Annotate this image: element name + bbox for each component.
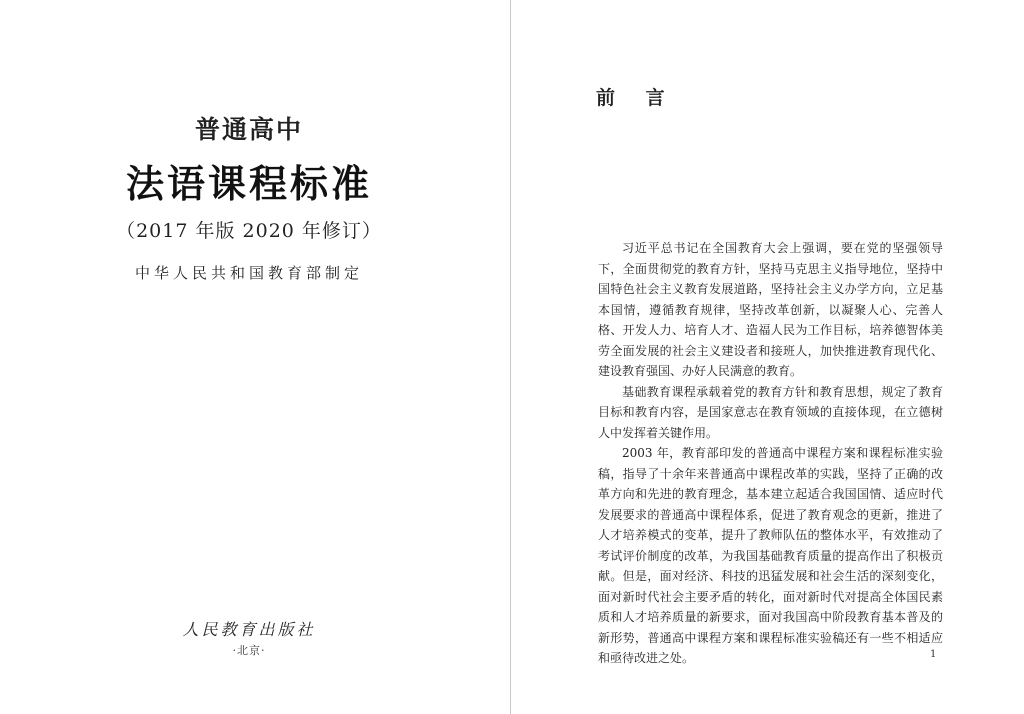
- title-page: [0, 0, 510, 714]
- issuer: 中华人民共和国教育部制定: [134, 264, 363, 282]
- main-title: 法语课程标准: [125, 161, 372, 206]
- page-number: 1: [930, 649, 937, 660]
- preface-heading: 前 言: [596, 87, 677, 109]
- preface-paragraph: 习近平总书记在全国教育大会上强调，要在党的坚强领导下，全面贯彻党的教育方针，坚持马克思主义指导地位，坚持中国特色社会主义教育发展道路，坚持社会主义办学方向，立足基本国情，遵循教育规律，坚持改革创新，以凝聚人心、完善人格、开发人力、培育人才、造福人民为工作目标，培养德智体美劳全面发展的社会主义建设者和接班人，加快推进教育现代化、建设教育强国、办好人民满意的教育。: [598, 241, 943, 378]
- preface-body: [598, 238, 943, 669]
- publisher-logo: 人民教育出版社: [182, 620, 316, 639]
- preface-paragraph: 2003 年，教育部印发的普通高中课程方案和课程标准实验稿，指导了十余年来普通高中课程改革的实践，坚持了正确的改革方向和先进的教育理念，基本建立起适合我国国情、适应时代发展要求的普通高中课程体系，促进了教育观念的更新，推进了人才培养模式的变革，提升了教师队伍的整体水平，有效推动了考试评价制度的改革，为我国基础教育质量的提高作出了积极贡献。但是，面对经济、科技的迅猛发展和社会生活的深刻变化，面对新时代社会主要矛盾的转化，面对新时代对提高全体国民素质和人才培养质量的新要求，面对我国高中阶段教育基本普及的新形势，普通高中课程方案和课程标准实验稿还有一些不相适应和亟待改进之处。: [598, 446, 943, 665]
- edition-note: （2017 年版 2020 年修订）: [116, 220, 382, 242]
- preface-paragraph: 基础教育课程承载着党的教育方针和教育思想，规定了教育目标和教育内容，是国家意志在教育领域的直接体现，在立德树人中发挥着关键作用。: [598, 384, 943, 440]
- series-title: 普通高中: [194, 115, 303, 144]
- publisher-city: ·北京·: [232, 644, 266, 657]
